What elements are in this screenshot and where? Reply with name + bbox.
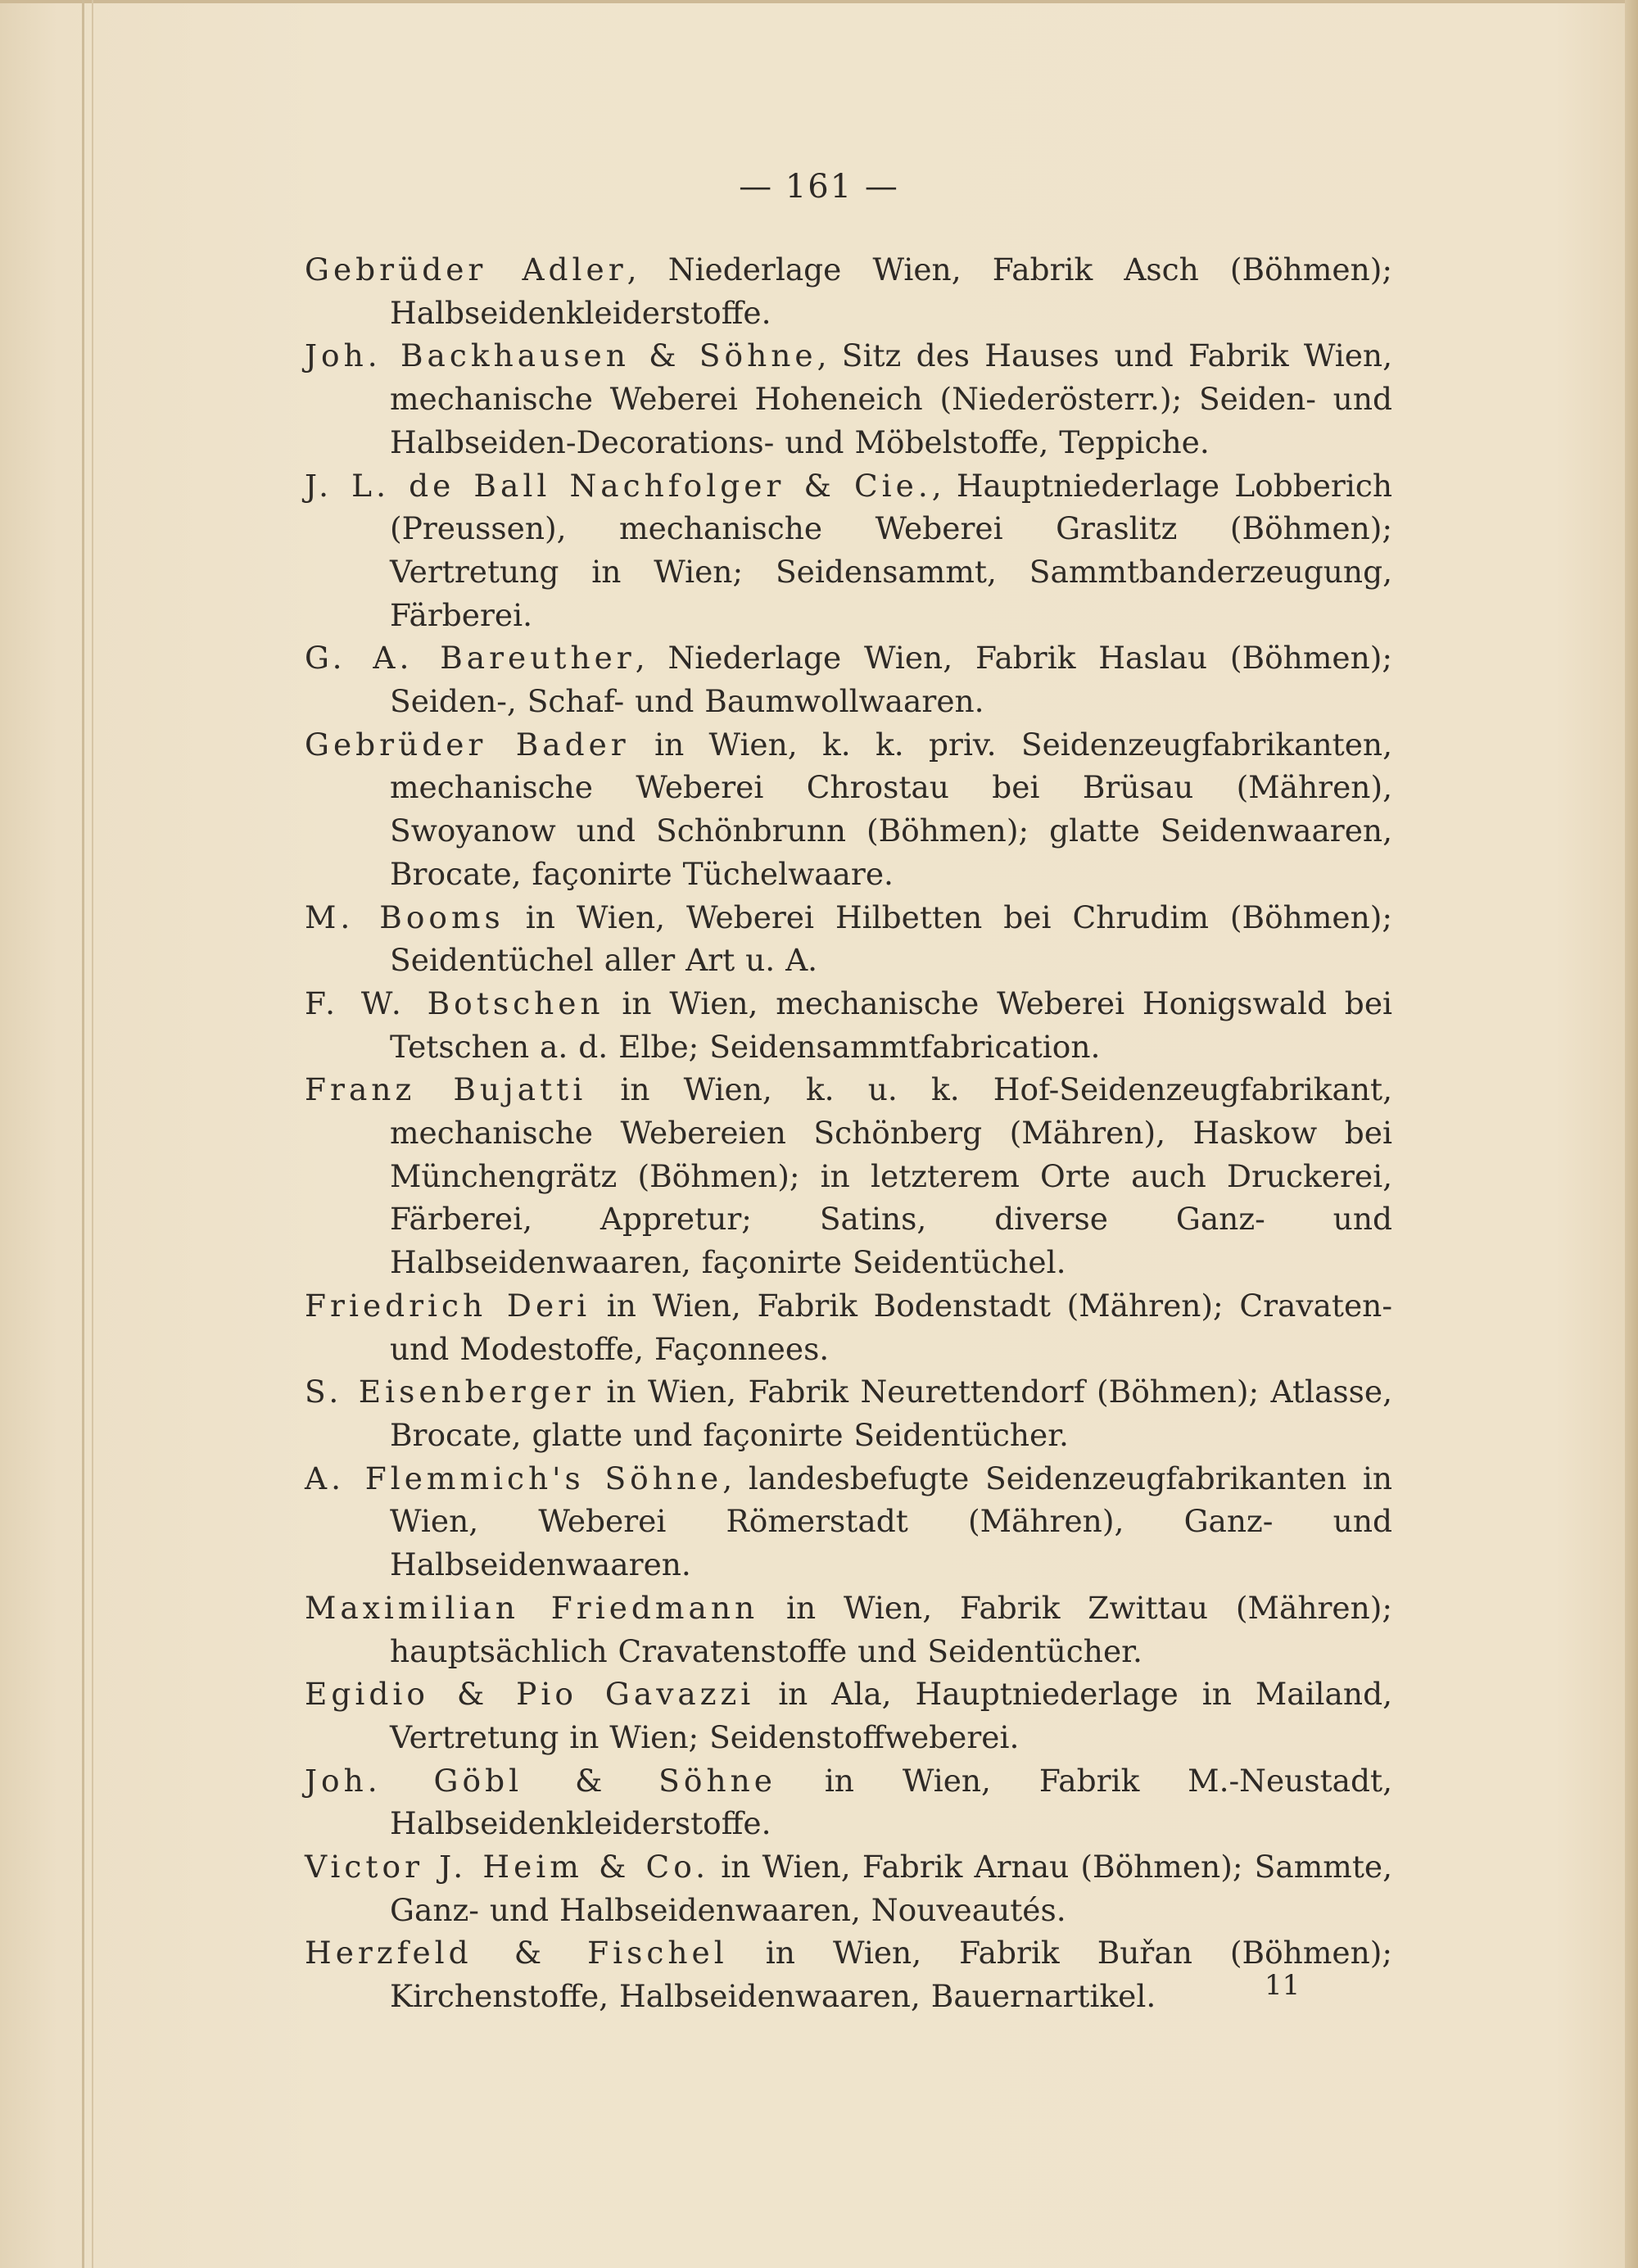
list-item	[305, 1587, 1392, 1673]
list-item	[305, 1370, 1392, 1456]
entry-text: in Wien, Fabrik Neurettendorf (Böhmen); Atlasse, Brocate, glatte und façonirte Seidentücher.	[390, 1374, 1392, 1453]
entry-text: in Wien, Fabrik Arnau (Böhmen); Sammte, Ganz- und Halbseidenwaaren, Nouveautés.	[390, 1849, 1392, 1928]
page-number: — 161 —	[739, 168, 899, 206]
entry-name: Victor J. Heim & Co.	[305, 1849, 710, 1885]
entry-list	[305, 248, 1392, 2018]
list-item	[305, 334, 1392, 464]
entry-name: Gebrüder Bader	[305, 726, 630, 763]
list-item	[305, 636, 1392, 722]
entry-text: , Niederlage Wien, Fabrik Asch (Böhmen); Halbseidenkleiderstoffe.	[390, 251, 1392, 331]
list-item	[305, 464, 1392, 637]
entry-name: F. W. Botschen	[305, 985, 604, 1021]
list-item	[305, 1759, 1392, 1845]
entry-name: G. A. Bareuther	[305, 640, 636, 677]
entry-text: , Hauptniederlage Lobberich (Preussen), mechanische Weberei Graslitz (Böhmen); Vertretung in Wien; Seidensammt, Sammtbanderzeugung, Färberei.	[390, 467, 1392, 633]
entry-name: S. Eisenberger	[305, 1374, 595, 1410]
entry-name: Maximilian Friedmann	[305, 1589, 759, 1626]
entry-text: in Wien, Fabrik Zwittau (Mähren); hauptsächlich Cravatenstoffe und Seidentücher.	[390, 1589, 1392, 1669]
entry-text: in Wien, Fabrik Buřan (Böhmen); Kirchenstoffe, Halbseidenwaaren, Bauernartikel.	[390, 1935, 1392, 2015]
list-item	[305, 1845, 1392, 1931]
entry-name: Herzfeld & Fischel	[305, 1935, 728, 1971]
entry-name: J. L. de Ball Nachfolger & Cie.	[305, 467, 932, 504]
list-item	[305, 1457, 1392, 1587]
entry-text: , landesbefugte Seidenzeugfabrikanten in Wien, Weberei Römerstadt (Mähren), Ganz- und Halbseidenwaaren.	[390, 1460, 1392, 1583]
list-item	[305, 1284, 1392, 1370]
entry-text: in Wien, mechanische Weberei Honigswald bei Tetschen a. d. Elbe; Seidensammtfabrication.	[390, 985, 1392, 1065]
entry-text: in Ala, Hauptniederlage in Mailand, Vertretung in Wien; Seidenstoffweberei.	[390, 1676, 1392, 1755]
list-item	[305, 896, 1392, 982]
list-item	[305, 1068, 1392, 1284]
entry-text: , Niederlage Wien, Fabrik Haslau (Böhmen); Seiden-, Schaf- und Baumwollwaaren.	[390, 640, 1393, 720]
page-right-edge	[1625, 0, 1638, 2268]
entry-text: in Wien, Fabrik Bodenstadt (Mähren); Cravaten- und Modestoffe, Façonnees.	[390, 1287, 1392, 1367]
entry-name: Gebrüder Adler	[305, 251, 627, 287]
page-top-edge	[0, 0, 1638, 3]
binding-line-inner	[92, 0, 93, 2268]
entry-text: in Wien, k. k. priv. Seidenzeugfabrikanten, mechanische Weberei Chrostau bei Brüsau (Mähren), Swoyanow und Schönbrunn (Böhmen); glatte Seidenwaaren, Brocate, façonirte Tüchelwaare.	[390, 726, 1392, 892]
list-item	[305, 1673, 1392, 1759]
entry-name: M. Booms	[305, 899, 505, 935]
entry-name: Joh. Backhausen & Söhne	[305, 337, 817, 374]
entry-text: , Sitz des Hauses und Fabrik Wien, mechanische Weberei Hoheneich (Niederösterr.); Seiden- und Halbseiden-Decorations- und Möbelstoffe, Teppiche.	[390, 337, 1392, 460]
binding-line	[82, 0, 84, 2268]
entry-name: Egidio & Pio Gavazzi	[305, 1676, 755, 1713]
list-item	[305, 1931, 1392, 2017]
list-item	[305, 248, 1392, 334]
entry-name: A. Flemmich's Söhne	[305, 1460, 723, 1496]
list-item	[305, 723, 1392, 896]
entry-name: Franz Bujatti	[305, 1071, 587, 1108]
entry-name: Joh. Göbl & Söhne	[305, 1762, 776, 1799]
list-item	[305, 982, 1392, 1068]
signature-mark: 11	[1265, 1969, 1301, 2002]
entry-text: in Wien, Weberei Hilbetten bei Chrudim (Böhmen); Seidentüchel aller Art u. A.	[390, 899, 1392, 979]
entry-text: in Wien, Fabrik M.-Neustadt, Halbseidenkleiderstoffe.	[390, 1762, 1392, 1842]
entry-text: in Wien, k. u. k. Hof-Seidenzeugfabrikant, mechanische Webereien Schönberg (Mähren), Haskow bei Münchengrätz (Böhmen); in letzterem Orte auch Druckerei, Färberei, Appretur; Satins, diverse Ganz- und Halbseidenwaaren, façonirte Seidentüchel.	[390, 1071, 1392, 1281]
entry-name: Friedrich Deri	[305, 1287, 591, 1324]
